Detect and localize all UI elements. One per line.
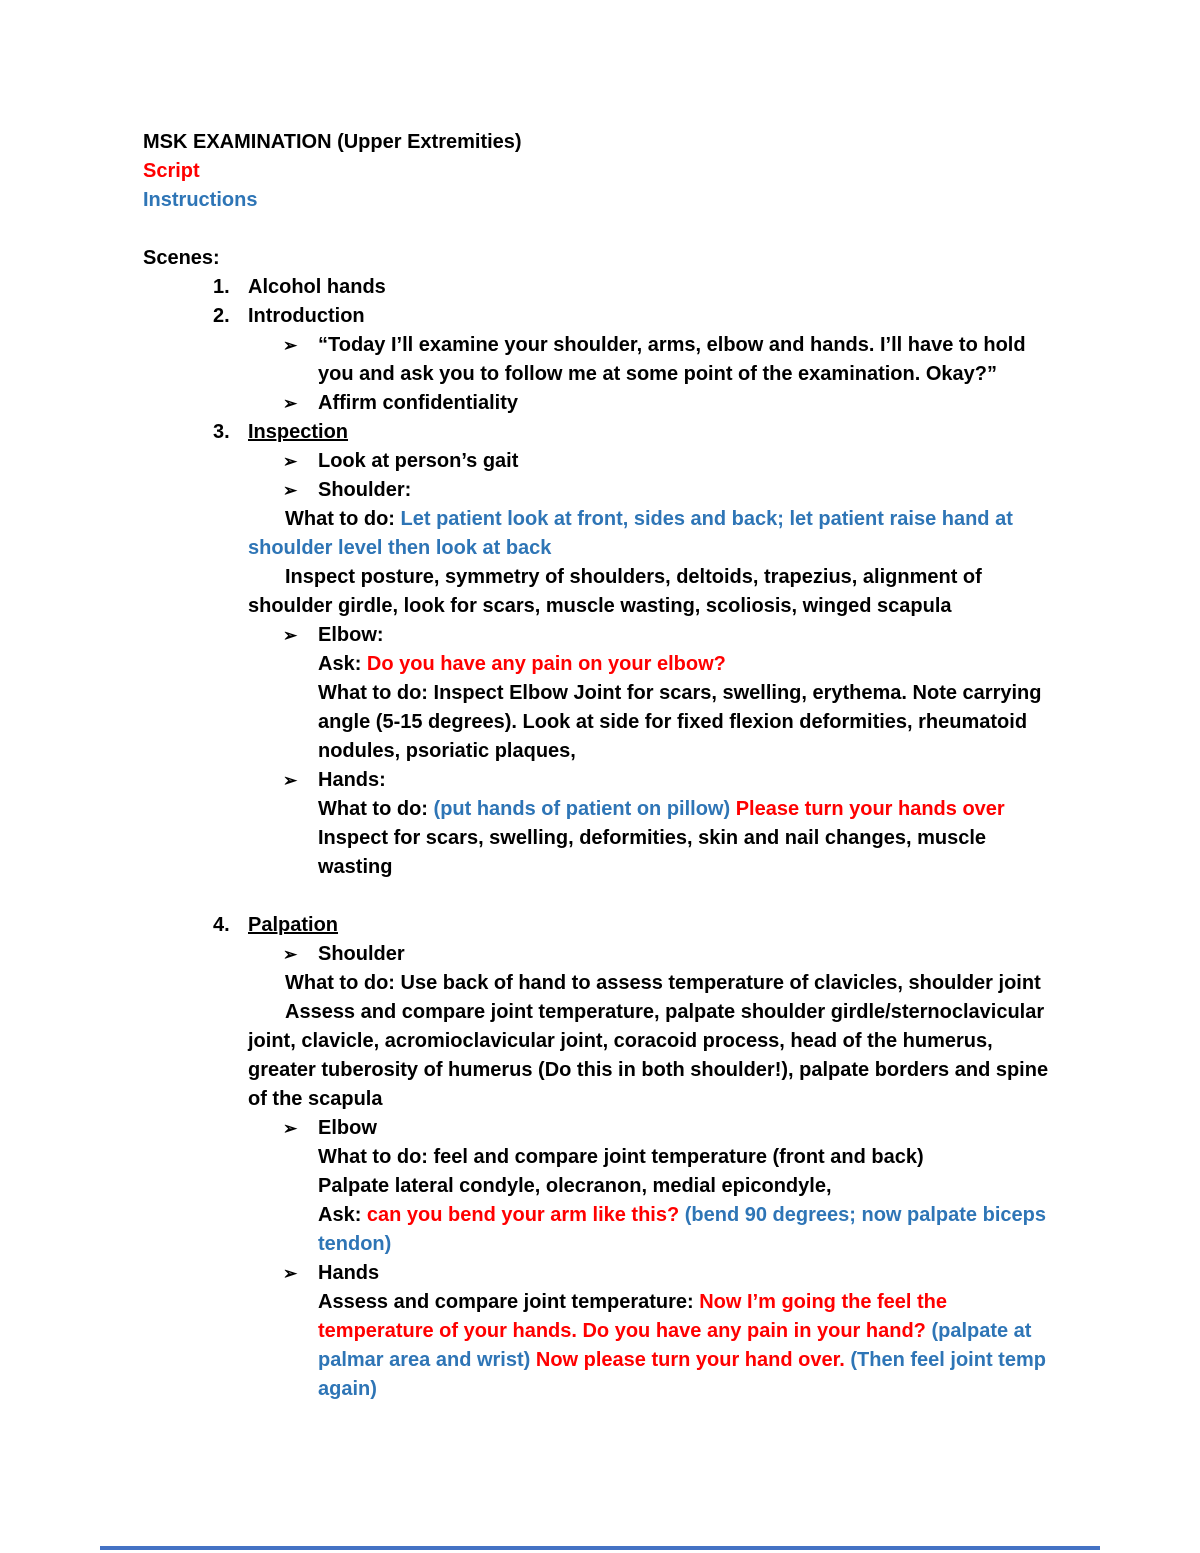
text-segment: Inspection: [248, 421, 349, 443]
palpation-shoulder-heading: [143, 940, 1057, 969]
palpation-elbow-detail: [143, 1172, 1057, 1201]
scene-item-4: [143, 911, 1057, 940]
text-segment: What to do: Use back of hand to assess temperature of clavicles, shoulder joint: [285, 972, 1041, 994]
palpation-shoulder-whattodo: [143, 969, 1057, 998]
instructions-label: [143, 186, 1057, 215]
intro-confidentiality-line: [143, 389, 1057, 418]
text-segment: Scenes:: [143, 247, 220, 269]
script-label: [143, 157, 1057, 186]
arrow-bullet-icon: ➢: [283, 771, 298, 790]
text-segment: What to do: Inspect Elbow Joint for scars, swelling, erythema. Note carrying angle (5-15 degrees). Look at side for fixed flexion deformities, rheumatoid nodules, psoriatic plaques,: [318, 682, 1042, 762]
inspection-elbow-heading: [143, 621, 1057, 650]
palpation-elbow-ask: [143, 1201, 1057, 1259]
scene-item-3: [143, 418, 1057, 447]
text-segment: Elbow:: [318, 624, 384, 646]
text-segment: Shoulder: [318, 943, 405, 965]
arrow-bullet-icon: ➢: [283, 336, 298, 355]
inspection-shoulder-heading: [143, 476, 1057, 505]
palpation-shoulder-detail: [143, 998, 1057, 1114]
text-segment: Ask:: [318, 653, 367, 675]
text-segment: Hands: [318, 1262, 380, 1284]
palpation-elbow-heading: [143, 1114, 1057, 1143]
text-segment: Assess and compare joint temperature, palpate shoulder girdle/sternoclavicular joint, clavicle, acromioclavicular joint, coracoid process, head of the humerus, greater tuberosity of humerus (Do this in both shoulder!), palpate borders and spine of the scapula: [248, 1001, 1049, 1110]
text-segment: can you bend your arm like this?: [366, 1204, 685, 1226]
text-segment: What to do:: [318, 798, 434, 820]
text-segment: What to do: feel and compare joint temperature (front and back): [318, 1146, 924, 1168]
text-segment: “Today I’ll examine your shoulder, arms, elbow and hands. I’ll have to hold you and ask you to follow me at some point of the examination. Okay?”: [318, 334, 1026, 385]
text-segment: Assess and compare joint temperature:: [318, 1291, 700, 1313]
text-segment: Inspect for scars, swelling, deformities, skin and nail changes, muscle wasting: [318, 827, 986, 878]
text-segment: Hands:: [318, 769, 386, 791]
blank-line: [143, 215, 1057, 244]
text-segment: Introduction: [248, 305, 365, 327]
arrow-bullet-icon: ➢: [283, 945, 298, 964]
palpation-hands-heading: [143, 1259, 1057, 1288]
intro-script-line: [143, 331, 1057, 389]
text-segment: Now I’m going the feel the temperature of your hands. Do you have any pain in your hand?: [318, 1291, 948, 1342]
text-segment: Please turn your hands over: [735, 798, 1005, 820]
text-segment: Shoulder:: [318, 479, 412, 501]
inspection-hands-heading: [143, 766, 1057, 795]
list-number: 1.: [213, 276, 230, 298]
text-segment: Palpation: [248, 914, 339, 936]
text-segment: (put hands of patient on pillow): [433, 798, 736, 820]
text-segment: Instructions: [143, 189, 258, 211]
inspection-elbow-ask: [143, 650, 1057, 679]
list-number: 2.: [213, 305, 230, 327]
text-segment: Script: [143, 160, 200, 182]
scene-item-2: [143, 302, 1057, 331]
text-segment: Do you have any pain on your elbow?: [366, 653, 726, 675]
text-segment: Ask:: [318, 1204, 367, 1226]
doc-title: [143, 128, 1057, 157]
text-segment: Inspect posture, symmetry of shoulders, deltoids, trapezius, alignment of shoulder girdle, look for scars, muscle wasting, scoliosis, winged scapula: [248, 566, 982, 617]
text-segment: MSK EXAMINATION (Upper Extremities): [143, 131, 522, 153]
text-segment: Let patient look at front, sides and back; let patient raise hand at shoulder level then look at back: [248, 508, 1013, 559]
inspection-elbow-whattodo: [143, 679, 1057, 766]
arrow-bullet-icon: ➢: [283, 1264, 298, 1283]
arrow-bullet-icon: ➢: [283, 1119, 298, 1138]
inspection-shoulder-detail: [143, 563, 1057, 621]
inspection-gait-line: [143, 447, 1057, 476]
text-segment: (bend 90 degrees; now palpate biceps tendon): [318, 1204, 1046, 1255]
arrow-bullet-icon: ➢: [283, 626, 298, 645]
text-segment: Affirm confidentiality: [318, 392, 519, 414]
list-number: 3.: [213, 421, 230, 443]
text-segment: Palpate lateral condyle, olecranon, medial epicondyle,: [318, 1175, 832, 1197]
text-segment: Look at person’s gait: [318, 450, 519, 472]
arrow-bullet-icon: ➢: [283, 452, 298, 471]
scene-item-1: [143, 273, 1057, 302]
text-segment: Alcohol hands: [248, 276, 386, 298]
text-segment: Elbow: [318, 1117, 377, 1139]
inspection-hands-whattodo: [143, 795, 1057, 824]
text-segment: (Then feel joint temp again): [318, 1349, 1046, 1400]
text-segment: What to do:: [285, 508, 401, 530]
text-segment: (palpate at palmar area and wrist): [318, 1320, 1032, 1371]
list-number: 4.: [213, 914, 230, 936]
page-bottom-rule: [100, 1546, 1100, 1550]
inspection-hands-detail: [143, 824, 1057, 882]
arrow-bullet-icon: ➢: [283, 481, 298, 500]
inspection-shoulder-whattodo: [143, 505, 1057, 563]
palpation-hands-detail: [143, 1288, 1057, 1404]
text-segment: Now please turn your hand over.: [535, 1349, 851, 1371]
arrow-bullet-icon: ➢: [283, 394, 298, 413]
scenes-label: [143, 244, 1057, 273]
palpation-elbow-whattodo: [143, 1143, 1057, 1172]
blank-line: [143, 882, 1057, 911]
